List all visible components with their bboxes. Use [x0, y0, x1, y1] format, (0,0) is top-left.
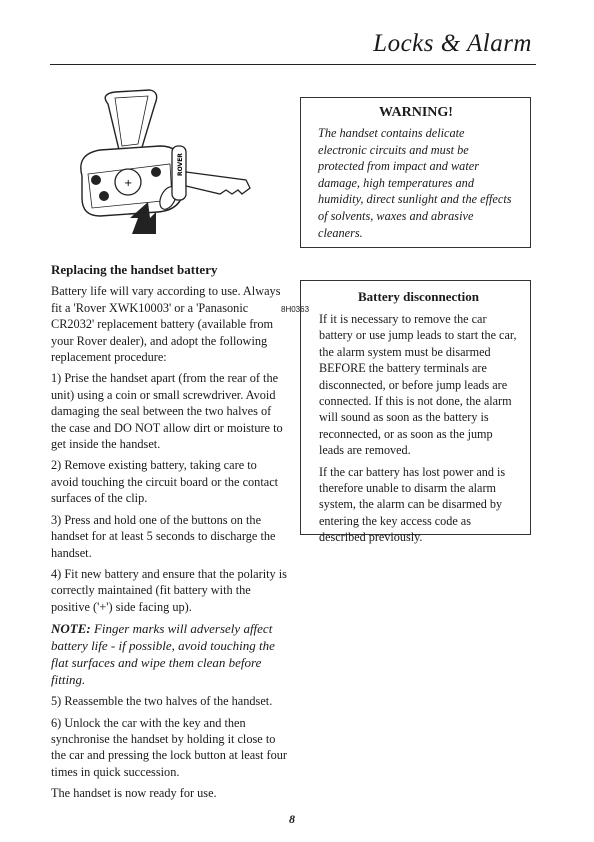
section-heading: Replacing the handset battery — [51, 262, 218, 277]
note — [51, 620, 287, 688]
battery-disconnection-box — [300, 280, 531, 545]
page-title: Locks & Alarm — [373, 30, 532, 57]
note-text: Finger marks will adversely affect battery life - if possible, avoid touching the flat surfaces and wipe them clean before fitting. — [51, 621, 275, 688]
step-1: 1) Prise the handset apart (from the rear of the unit) using a coin or small screwdriver. Avoid damaging the seal between the two halves of the case and DO NOT allow dirt or moisture to get inside the handset. — [51, 371, 283, 452]
step-6: 6) Unlock the car with the key and then synchronise the handset by holding it close to the car and pressing the lock button at least four times in quick succession. — [51, 715, 287, 779]
warning-text: The handset contains delicate electronic circuits and must be protected from impact and water damage, high temperatures and humidity, direct sunlight and the effects of solvents, waxes and abrasive cleaners. — [318, 126, 512, 240]
closing-paragraph: The handset is now ready for use. — [51, 786, 217, 801]
intro-paragraph: Battery life will vary according to use. Always fit a 'Rover XWK10003' or a 'Panasonic CR2032' replacement battery (available from your Rover dealer), and adopt the following replacement procedure: — [51, 284, 281, 365]
warning-box — [300, 97, 531, 248]
car-key — [186, 172, 250, 194]
replacing-battery-section — [51, 262, 287, 807]
battery-disconnection-para-1: If it is necessary to remove the car battery or use jump leads to start the car, the alarm system must be disarmed BEFORE the battery terminals are disconnected, or before jump leads are connected. If this is not done, the alarm will sound as soon as the battery is reconnected, or as soon as the jump leads are removed. — [319, 312, 517, 458]
handset-battery-diagram — [60, 84, 260, 244]
handset-button-1 — [91, 175, 101, 185]
battery-plus-sign: + — [124, 178, 133, 189]
header-divider — [50, 64, 536, 65]
step-4: 4) Fit new battery and ensure that the polarity is correctly maintained (fit battery with the positive ('+') side facing up). — [51, 566, 287, 614]
step-3: 3) Press and hold one of the buttons on the handset for at least 5 seconds to discharge the handset. — [51, 512, 276, 560]
battery-disconnection-title: Battery disconnection — [358, 289, 479, 304]
note-label: NOTE: — [51, 621, 91, 637]
page-number: 8 — [289, 812, 295, 826]
battery-disconnection-para-2: If the car battery has lost power and is therefore unable to disarm the alarm system, the alarm can be disarmed by entering the key access code as described previously. — [319, 464, 506, 545]
handset-button-2 — [99, 191, 109, 201]
brand-text: ROVER — [177, 153, 184, 176]
handset-button-3 — [151, 167, 161, 177]
figure-code: 8H0363 — [281, 305, 310, 314]
step-2: 2) Remove existing battery, taking care to avoid touching the circuit board or the contact surfaces of the clip. — [51, 458, 279, 506]
step-5: 5) Reassemble the two halves of the handset. — [51, 694, 273, 709]
warning-title: WARNING! — [379, 105, 453, 120]
